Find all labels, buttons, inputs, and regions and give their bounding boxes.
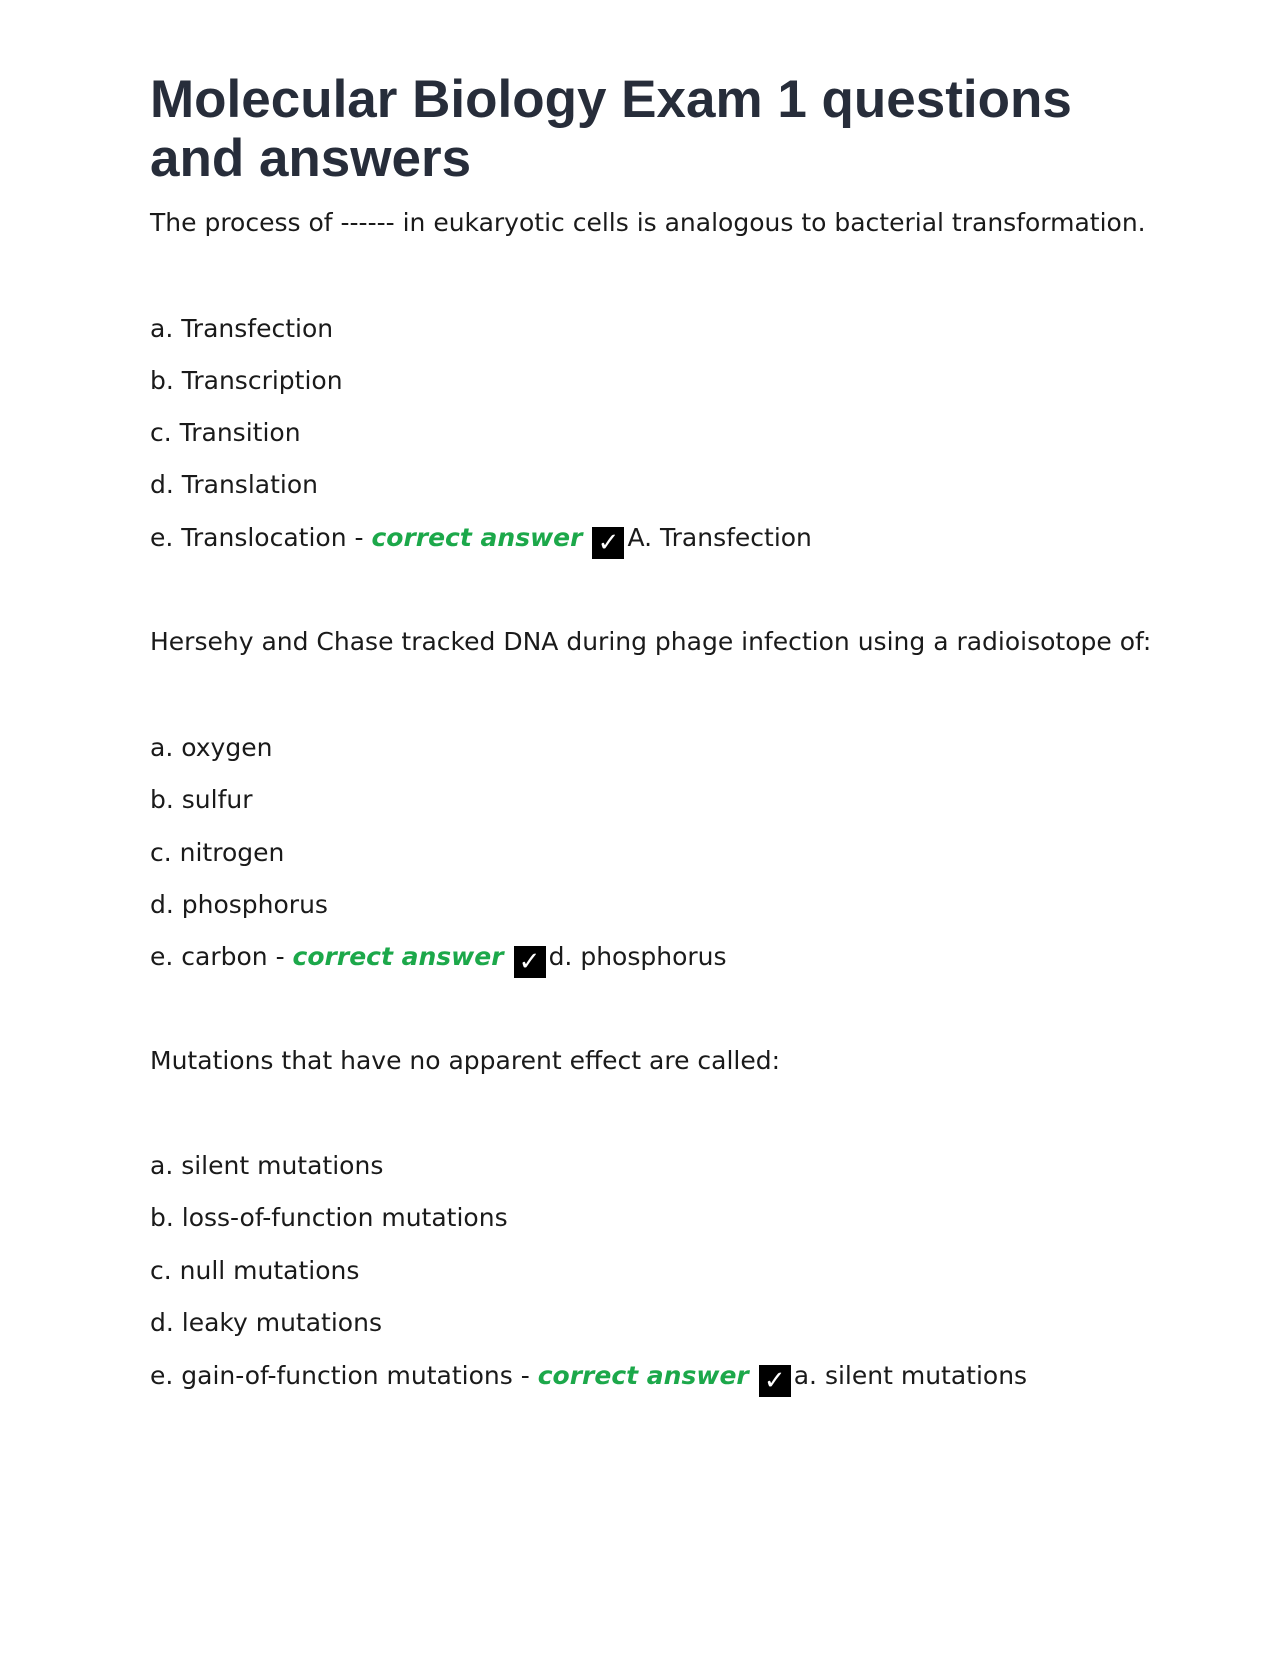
question-3-option-c: c. null mutations: [150, 1256, 360, 1285]
correct-answer-label: correct answer: [371, 523, 583, 552]
question-1-option-e: e. Translocation -: [150, 523, 372, 552]
question-1-option-b: b. Transcription: [150, 366, 343, 395]
question-2-option-c: c. nitrogen: [150, 838, 285, 867]
question-1-answer: A. Transfection: [627, 523, 812, 552]
checkmark-icon: ✓: [759, 1365, 791, 1397]
question-1-option-c: c. Transition: [150, 418, 301, 447]
correct-answer-label: correct answer: [537, 1361, 749, 1390]
question-2-option-b: b. sulfur: [150, 785, 253, 814]
question-2-option-a: a. oxygen: [150, 733, 273, 762]
question-3-answer: a. silent mutations: [793, 1361, 1028, 1390]
question-2-option-e: e. carbon -: [150, 942, 293, 971]
question-2-option-d: d. phosphorus: [150, 890, 328, 919]
question-3-option-b: b. loss-of-function mutations: [150, 1203, 508, 1232]
page-title: Molecular Biology Exam 1 questions and answers: [150, 70, 1072, 188]
question-3-option-a: a. silent mutations: [150, 1151, 384, 1180]
question-3-option-d: d. leaky mutations: [150, 1308, 382, 1337]
question-1-option-a: a. Transfection: [150, 314, 334, 343]
question-2-prompt: Hersehy and Chase tracked DNA during phage infection using a radioisotope of:: [150, 627, 1152, 656]
question-1-option-e-answer: [150, 521, 812, 559]
question-3-prompt: Mutations that have no apparent effect are called:: [150, 1046, 781, 1075]
question-1-option-d: d. Translation: [150, 470, 318, 499]
checkmark-icon: ✓: [592, 527, 624, 559]
question-3-option-e: e. gain-of-function mutations -: [150, 1361, 538, 1390]
question-2-option-e-answer: [150, 940, 727, 978]
question-2-answer: d. phosphorus: [548, 942, 727, 971]
document-page: [150, 0, 1150, 1656]
checkmark-icon: ✓: [514, 946, 546, 978]
question-3-option-e-answer: [150, 1359, 1027, 1397]
question-1-prompt: The process of ------ in eukaryotic cells is analogous to bacterial transformation.: [150, 208, 1146, 237]
correct-answer-label: correct answer: [292, 942, 504, 971]
